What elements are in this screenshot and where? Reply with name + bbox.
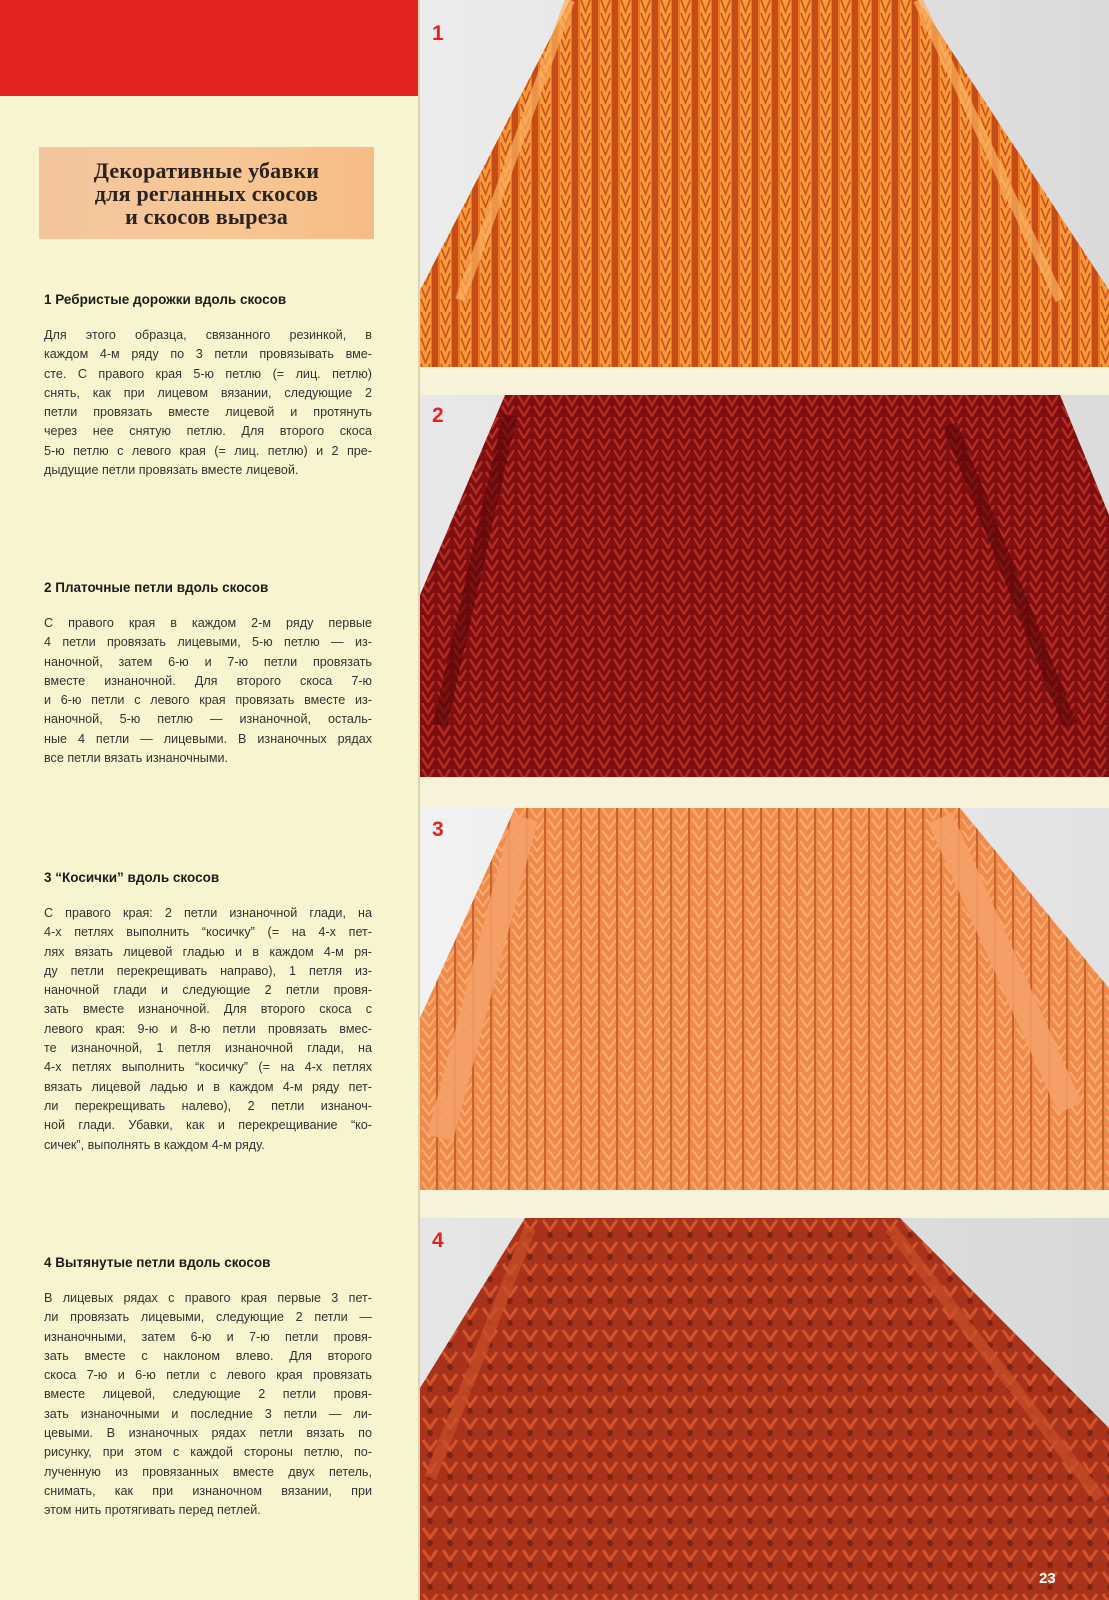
body-line: наночной, затем 6-ю и 7-ю петли провязать [44, 654, 372, 669]
body-line: рисунку, при этом с каждой стороны петлю, по- [44, 1445, 372, 1460]
swatch-image-4 [420, 1218, 1109, 1600]
photo-number-1: 1 [432, 22, 444, 45]
title-box [39, 147, 374, 239]
photo-number-4: 4 [432, 1229, 444, 1252]
body-line: ду петли перекрещивать направо), 1 петля из- [44, 963, 372, 978]
body-line: зать вместе с наклоном влево. Для второго [44, 1348, 372, 1363]
section-body [44, 614, 372, 768]
body-line: сичек”, выполнять в каждом 4-м ряду. [44, 1137, 265, 1152]
body-line: скоса 7-ю и 6-ю петли с левого края провязать [44, 1368, 372, 1383]
section-body [44, 1289, 372, 1521]
swatch-image-2 [420, 395, 1109, 777]
swatch-image-3 [420, 808, 1109, 1190]
body-line: зать вместе изнаночной. Для второго скоса с [44, 1002, 372, 1017]
page-title [94, 159, 319, 228]
body-line: лях вязать лицевой гладью и в каждом 4-м ря- [44, 944, 372, 959]
body-line: петли провязать вместе лицевой и протянуть [44, 405, 372, 420]
body-line: изнаночными, затем 6-ю и 7-ю петли провя- [44, 1329, 372, 1344]
body-line: через нее снятую петлю. Для второго скоса [44, 424, 372, 439]
section-3 [44, 870, 372, 1155]
photo-number-3: 3 [432, 818, 444, 841]
body-line: сте. С правого края 5-ю петлю (= лиц. петлю) [44, 366, 372, 381]
section-body [44, 326, 372, 480]
body-line: 4 петли провязать лицевыми, 5-ю петлю — из- [44, 635, 372, 650]
body-line: вместе изнаночной. Для второго скоса 7-ю [44, 673, 372, 688]
body-line: Для этого образца, связанного резинкой, в [44, 328, 372, 342]
swatch-image-1 [420, 0, 1109, 367]
body-line: наночной глади и следующие 2 петли провя- [44, 983, 372, 998]
photo-number-2: 2 [432, 404, 444, 427]
body-line: все петли вязать изнаночными. [44, 751, 229, 766]
section-heading: 4 Вытянутые петли вдоль скосов [44, 1255, 271, 1270]
swatch-photo-1 [420, 0, 1109, 367]
swatch-photo-3 [420, 808, 1109, 1190]
section-heading: 1 Ребристые дорожки вдоль скосов [44, 292, 287, 307]
red-header-bar [0, 0, 418, 96]
swatch-photo-2 [420, 395, 1109, 777]
body-line: те изнаночной, 1 петля изнаночной глади, на [44, 1041, 372, 1056]
body-line: В лицевых рядах с правого края первые 3 пет- [44, 1291, 372, 1305]
body-line: 4-х петлях выполнить “косичку” (= на 4-х пет- [44, 925, 372, 940]
body-line: вместе лицевой, следующие 2 петли провя- [44, 1387, 372, 1402]
body-line: лученную из провязанных вместе двух петель, [44, 1464, 372, 1479]
body-line: зать изнаночными и последние 3 петли — ли- [44, 1406, 372, 1421]
body-line: ные 4 петли — лицевыми. В изнаночных рядах [44, 731, 372, 746]
section-2 [44, 580, 372, 768]
body-line: С правого края в каждом 2-м ряду первые [44, 616, 372, 630]
body-line: С правого края: 2 петли изнаночной глади, на [44, 906, 372, 920]
section-body [44, 904, 372, 1155]
body-line: и 6-ю петли с левого края провязать вместе из- [44, 693, 372, 708]
body-line: снять, как при лицевом вязании, следующие 2 [44, 385, 372, 400]
title-line: и скосов выреза [125, 203, 288, 229]
body-line: каждом 4-м ряду по 3 петли провязывать вме- [44, 347, 372, 362]
body-line: этом нить протягивать перед петлей. [44, 1503, 261, 1518]
body-line: ли провязать лицевыми, следующие 2 петли — [44, 1310, 372, 1325]
swatch-photo-4 [420, 1218, 1109, 1600]
body-line: снимать, как при изнаночном вязании, при [44, 1483, 372, 1498]
section-heading: 3 “Косички” вдоль скосов [44, 870, 220, 885]
section-heading: 2 Платочные петли вдоль скосов [44, 580, 269, 595]
body-line: цевыми. В изнаночных рядах петли вязать по [44, 1426, 372, 1441]
body-line: вязать лицевой ладью и в каждом 4-м ряду пет- [44, 1079, 372, 1094]
title-line: Декоративные убавки [93, 157, 320, 183]
section-1 [44, 292, 372, 480]
title-line: для регланных скосов [94, 180, 319, 206]
page-number: 23 [1039, 1570, 1056, 1587]
body-line: ли перекрещивать налево), 2 петли изнаноч- [44, 1098, 372, 1113]
body-line: 4-х петлях выполнить “косичку” (= на 4-х петлях [44, 1060, 372, 1075]
body-line: левого края: 9-ю и 8-ю петли провязать вмес- [44, 1021, 372, 1036]
body-line: дыдущие петли провязать вместе лицевой. [44, 463, 299, 478]
body-line: 5-ю петлю с левого края (= лиц. петлю) и 2 пре- [44, 443, 372, 458]
section-4 [44, 1255, 372, 1521]
body-line: ной глади. Убавки, как и перекрещивание “ко- [44, 1118, 372, 1133]
body-line: наночной, 5-ю петлю — изнаночной, осталь- [44, 712, 372, 727]
